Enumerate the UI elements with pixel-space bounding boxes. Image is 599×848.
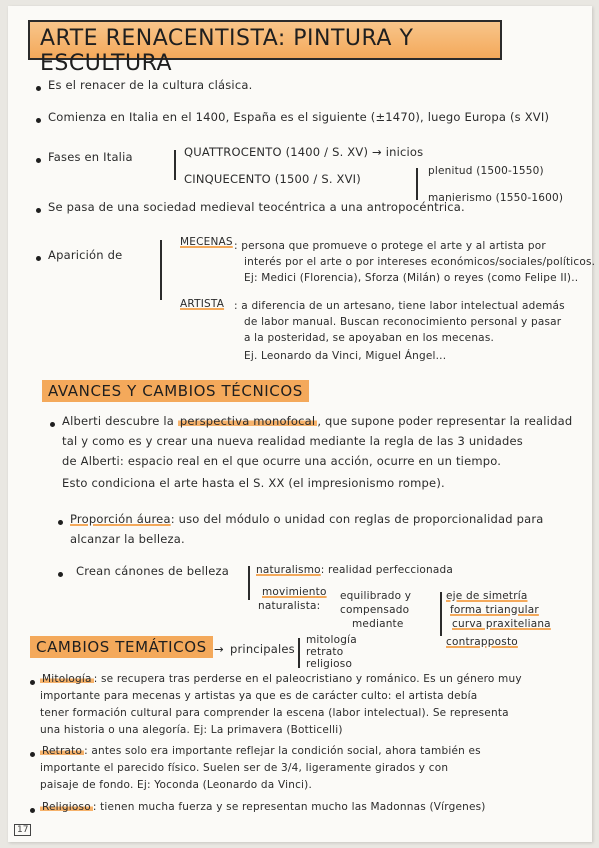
canones-label: Crean cánones de belleza <box>76 564 230 578</box>
perspectiva-highlight: perspectiva monofocal <box>179 414 316 428</box>
artista-line-2: de labor manual. Buscan reconocimiento personal y pasar <box>244 316 562 328</box>
plenitud: plenitud (1500-1550) <box>428 165 544 177</box>
tema-retrato: retrato <box>306 646 344 658</box>
naturalista: naturalista: <box>258 600 321 612</box>
fases-label: Fases en Italia <box>48 150 133 164</box>
tema-religioso: religioso <box>306 658 353 670</box>
section-tematicos <box>30 636 213 658</box>
principales-brace <box>298 638 300 668</box>
proporcion-text: : uso del módulo o unidad con reglas de proporcionalidad para <box>170 512 544 526</box>
alberti-line-3: de Alberti: espacio real en el que ocurre una acción, ocurre en un tiempo. <box>62 454 502 468</box>
bullet-dot <box>30 752 35 757</box>
bullet-dot <box>36 158 41 163</box>
mecenas-line-2: interés por el arte o por intereses económicos/sociales/políticos. <box>244 256 596 268</box>
forma-triangular: forma triangular <box>450 604 539 616</box>
bullet-dot <box>58 572 63 577</box>
bullet-dot <box>36 256 41 261</box>
arrow-icon: → <box>214 642 224 656</box>
section-avances <box>42 380 309 402</box>
quattrocento: QUATTROCENTO (1400 / S. XV) → inicios <box>184 145 424 159</box>
alberti-text-cont: , que supone poder representar la realidad <box>317 414 573 428</box>
proporcion-label: Proporción áurea <box>70 512 171 526</box>
religioso-line-1: : tienen mucha fuerza y se representan mucho las Madonnas (Vírgenes) <box>92 801 486 813</box>
intro-line-3: Se pasa de una sociedad medieval teocéntrica a una antropocéntrica. <box>48 200 465 214</box>
intro-line-1: Es el renacer de la cultura clásica. <box>48 78 253 92</box>
mitologia-line-2: importante para mecenas y artistas ya que es de carácter culto: el artista debía <box>40 690 478 702</box>
alberti-line-4: Esto condiciona el arte hasta el S. XX (el impresionismo rompe). <box>62 476 445 490</box>
aparicion-brace <box>160 240 162 300</box>
principales: principales <box>230 642 295 656</box>
mitologia-label: Mitología <box>42 673 92 685</box>
artista-line-4: Ej. Leonardo da Vinci, Miguel Ángel... <box>244 350 447 362</box>
eje-simetria: eje de simetría <box>446 590 528 602</box>
alberti-line-1 <box>62 414 572 428</box>
bullet-dot <box>30 680 35 685</box>
canones-brace <box>248 566 250 600</box>
retrato-label: Retrato <box>42 745 83 757</box>
curva-praxiteliana: curva praxiteliana <box>452 618 551 630</box>
page-title: ARTE RENACENTISTA: PINTURA Y ESCULTURA <box>40 26 414 76</box>
bullet-dot <box>58 520 63 525</box>
equilibrado: equilibrado y <box>340 590 412 602</box>
bullet-dot <box>50 422 55 427</box>
mitologia-line-4: una historia o una alegoría. Ej: La primavera (Botticelli) <box>40 724 343 736</box>
mecenas-line-1: : persona que promueve o protege el arte y al artista por <box>234 240 546 252</box>
naturalismo: naturalismo <box>256 564 321 576</box>
section-avances-title: AVANCES Y CAMBIOS TÉCNICOS <box>48 382 303 400</box>
intro-line-2: Comienza en Italia en el 1400, España es el siguiente (±1470), luego Europa (s XVI) <box>48 110 550 124</box>
mecenas-label: MECENAS <box>180 236 233 248</box>
page-number: 17 <box>14 824 31 836</box>
mitologia-line-1: : se recupera tras perderse en el paleocristiano y románico. Es un género muy <box>93 673 522 685</box>
section-tematicos-title: CAMBIOS TEMÁTICOS <box>36 638 207 656</box>
proporcion-line-1 <box>70 512 544 526</box>
artista-line-3: a la posteridad, se apoyaban en los mecenas. <box>244 332 495 344</box>
proporcion-line-2: alcanzar la belleza. <box>70 532 185 546</box>
bullet-dot <box>30 808 35 813</box>
aparicion-label: Aparición de <box>48 248 123 262</box>
religioso-label: Religioso <box>42 801 91 813</box>
mecenas-line-3: Ej: Medici (Florencia), Sforza (Milán) o reyes (como Felipe II).. <box>244 272 579 284</box>
retrato-line-3: paisaje de fondo. Ej: Yoconda (Leonardo da Vinci). <box>40 779 312 791</box>
naturalismo-def: : realidad perfeccionada <box>320 564 454 576</box>
tema-mitologia: mitología <box>306 634 357 646</box>
alberti-text: Alberti descubre la <box>62 414 178 428</box>
artista-label: ARTISTA <box>180 298 225 310</box>
movimiento: movimiento <box>262 586 327 598</box>
cinque-brace <box>416 168 418 200</box>
mediante: mediante <box>352 618 404 630</box>
title-banner <box>28 20 502 76</box>
retrato-line-2: importante el parecido físico. Suelen ser de 3/4, ligeramente girados y con <box>40 762 449 774</box>
bullet-dot <box>36 86 41 91</box>
contrapposto: contrapposto <box>446 636 518 648</box>
bullet-dot <box>36 208 41 213</box>
alberti-line-2: tal y como es y crear una nueva realidad mediante la regla de las 3 unidades <box>62 434 523 448</box>
artista-line-1: : a diferencia de un artesano, tiene labor intelectual además <box>234 300 565 312</box>
manierismo: manierismo (1550-1600) <box>428 192 564 204</box>
mediante-brace <box>440 592 442 636</box>
fases-brace <box>174 150 176 180</box>
mitologia-line-3: tener formación cultural para comprender la escena (labor intelectual). Se representa <box>40 707 509 719</box>
retrato-line-1: : antes solo era importante reflejar la condición social, ahora también es <box>84 745 481 757</box>
cinquecento: CINQUECENTO (1500 / S. XVI) <box>184 172 361 186</box>
compensado: compensado <box>340 604 410 616</box>
bullet-dot <box>36 118 41 123</box>
